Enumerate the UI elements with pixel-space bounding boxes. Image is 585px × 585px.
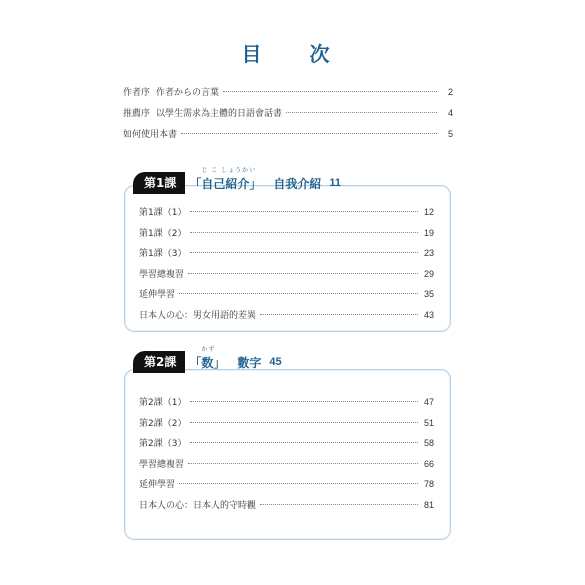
toc-entry[interactable] [139,305,434,326]
lesson-title: 數字 [237,355,262,370]
toc-entry-page: 19 [423,227,434,238]
toc-entry[interactable] [139,284,434,305]
dot-leader [190,442,418,443]
toc-entry-label: 延伸學習 [139,480,176,490]
toc-entry-prefix: 推薦序 [123,109,151,119]
lesson-2-box [124,369,451,540]
lesson-badge: 第1課 [133,172,185,194]
toc-entry-page: 47 [423,397,434,407]
toc-entry[interactable] [139,202,434,223]
toc-entry-page: 51 [423,417,434,428]
dot-leader [179,483,418,484]
toc-entry[interactable] [139,392,434,413]
toc-entry-label: 學習總複習 [139,459,185,470]
toc-entry[interactable] [139,433,434,454]
toc-entry-label: 以學生需求為主體的日語會話書 [156,109,283,119]
toc-entry-page: 5 [447,129,453,139]
toc-entry-page: 35 [423,289,434,299]
toc-entry[interactable] [139,413,434,434]
toc-entry-label: 第1課（2） [139,228,187,239]
dot-leader [260,314,418,315]
toc-entry-page: 23 [423,248,434,258]
toc-entry-prefix: 作者序 [123,88,151,98]
page-title: 目 次 [241,42,344,66]
toc-entry-label: 日本人の心：日本人的守時觀 [139,500,257,511]
dot-leader [190,211,418,212]
toc-entry-preface[interactable] [123,82,453,103]
dot-leader [190,422,418,423]
toc-entry[interactable] [139,264,434,285]
dot-leader [190,252,418,253]
lesson-page: 11 [329,177,342,189]
lesson-topic [189,166,262,192]
toc-entry[interactable] [139,495,434,516]
toc-entry-recommendation[interactable] [123,103,453,124]
toc-entry-page: 66 [423,458,434,469]
lesson-topic-text: 「自己紹介」 [189,176,262,191]
toc-entry-page: 58 [423,438,434,448]
toc-entry-label: 第2課（2） [139,418,187,429]
toc-entry-label: 延伸學習 [139,290,176,300]
toc-entry-label: 第2課（3） [139,439,187,449]
toc-entry-page: 29 [423,268,434,279]
dot-leader [223,91,437,92]
dot-leader [260,504,418,505]
dot-leader [188,273,418,274]
dot-leader [286,112,437,113]
lesson-topic-ruby: かず [201,345,216,353]
toc-entry-label: 日本人の心：男女用語的差異 [139,310,257,321]
dot-leader [190,401,418,402]
toc-entry-label: 第1課（3） [139,249,187,259]
lesson-topic-text: 「数」 [189,355,226,370]
lesson-1-box [124,185,451,332]
lesson-1-header[interactable] [133,166,342,194]
toc-entry[interactable] [139,454,434,475]
toc-entry-how-to-use[interactable] [123,124,453,145]
intro-list [123,82,453,145]
toc-entry[interactable] [139,223,434,244]
toc-entry-label: 作者からの言葉 [156,88,220,98]
dot-leader [190,232,418,233]
toc-entry-page: 4 [447,108,453,118]
toc-entry-page: 81 [423,499,434,510]
toc-entry-label: 第2課（1） [139,398,187,408]
toc-entry-page: 12 [423,207,434,217]
lesson-badge: 第2課 [133,351,185,373]
toc-entry-page: 43 [423,309,434,320]
toc-entry[interactable] [139,243,434,264]
toc-entry-label: 學習總複習 [139,269,185,280]
toc-entry[interactable] [139,474,434,495]
dot-leader [181,133,437,134]
lesson-title: 自我介紹 [273,176,322,191]
lesson-page: 45 [269,356,282,368]
dot-leader [179,293,418,294]
toc-entry-label: 第1課（1） [139,208,187,218]
lesson-topic-ruby: じ こ しょうかい [201,166,257,174]
toc-entry-label: 如何使用本書 [123,130,178,140]
lesson-topic [189,345,226,371]
toc-entry-page: 78 [423,479,434,489]
lesson-2-header[interactable] [133,345,282,373]
toc-entry-page: 2 [447,87,453,97]
dot-leader [188,463,418,464]
